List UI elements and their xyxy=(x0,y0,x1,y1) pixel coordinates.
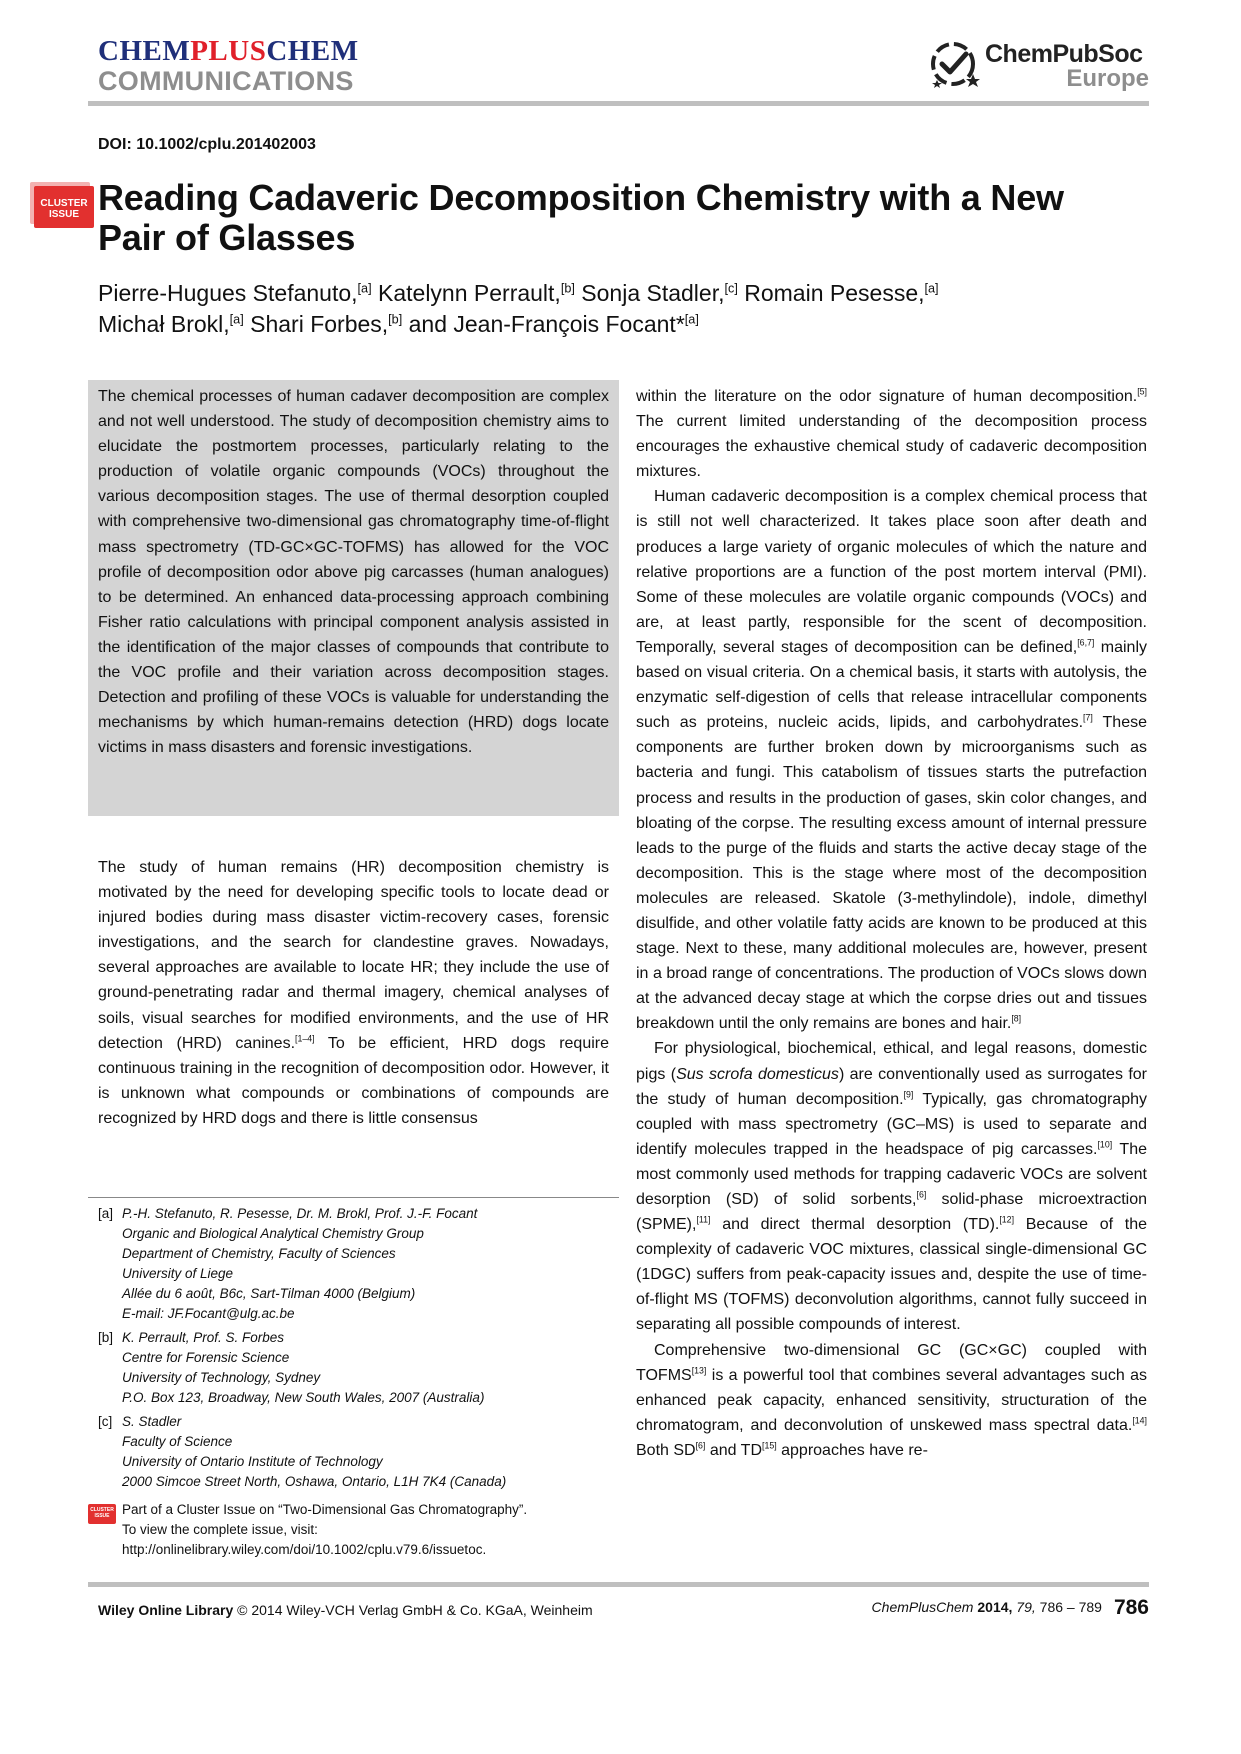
affiliation-line: Department of Chemistry, Faculty of Sciences xyxy=(122,1246,396,1261)
citation-ref: [12] xyxy=(999,1214,1015,1225)
author: Sonja Stadler, xyxy=(581,280,725,306)
author-affiliation: [a] xyxy=(684,312,699,327)
journal-title-part3: CHEM xyxy=(266,35,359,67)
cluster-note-line: To view the complete issue, visit: xyxy=(122,1522,318,1537)
doi: DOI: 10.1002/cplu.201402003 xyxy=(98,136,316,153)
body-text: is a powerful tool that combines several advantages such as enhanced peak capacity, enhanced sensitivity, structuration of the chromatogram, and deconvolution of unskewed mass spectral data. xyxy=(636,1366,1147,1434)
author: Shari Forbes, xyxy=(250,311,389,337)
affiliation-line: Organic and Biological Analytical Chemistry Group xyxy=(122,1226,424,1241)
author: Katelynn Perrault, xyxy=(378,280,561,306)
body-text: These components are further broken down by microorganisms such as bacteria and fungi. This catabolism of tissues starts the putrefaction process and results in the production of gases, skin color changes, and bloating of the corpse. The resulting excess amount of internal pressure leads to the purge of the fluids and starts the active decay stage of the decomposition. This is the stage where most of the decomposition molecules are released. Skatole (3-methylindole), indole, dimethyl disulfide, and other volatile fatty acids are known to be produced at this stage. Next to these, many additional molecules are, however, present in a broad range of concentrations. The production of VOCs slows down at the advanced decay stage at which the corpse dries out and tissues breakdown until the only remains are bones and hair. xyxy=(636,714,1147,1033)
citation-ref: [1–4] xyxy=(295,1033,315,1044)
footer-year: 2014, xyxy=(973,1599,1013,1615)
affiliation-tag: [b] xyxy=(98,1330,114,1345)
copyright: © 2014 Wiley-VCH Verlag GmbH & Co. KGaA, Weinheim xyxy=(233,1602,593,1618)
affiliation-line: Faculty of Science xyxy=(122,1434,233,1449)
citation-ref: [13] xyxy=(691,1365,707,1376)
citation-ref: [6] xyxy=(916,1189,927,1200)
publisher-emblem-icon xyxy=(929,38,981,90)
affiliation-line: University of Technology, Sydney xyxy=(122,1370,321,1385)
body-text: For physiological, biochemical, ethical, and legal reasons, domestic pigs ( xyxy=(636,1040,1147,1083)
body-text: Typically, gas chromatography coupled with mass spectrometry (GC–MS) is used to separate and identify molecules trapped in the headspace of pig carcasses. xyxy=(636,1090,1147,1158)
body-text: Comprehensive two-dimensional GC (GC×GC) coupled with TOFMS xyxy=(636,1341,1147,1384)
affiliation-line: University of Liege xyxy=(122,1266,234,1281)
author-affiliation: [c] xyxy=(724,281,738,296)
body-text: approaches have re- xyxy=(776,1441,928,1459)
author-affiliation: [b] xyxy=(388,312,403,327)
citation-ref: [11] xyxy=(696,1214,711,1225)
cluster-note-line: Part of a Cluster Issue on “Two-Dimensional Gas Chromatography”. xyxy=(122,1502,528,1517)
footer-journal: ChemPlusChem xyxy=(871,1599,974,1615)
body-paragraph xyxy=(636,1036,1147,1337)
journal-title-part2: PLUS xyxy=(190,35,267,67)
body-paragraph xyxy=(98,855,609,1131)
footer-left xyxy=(98,1602,593,1618)
badge-line1: CLUSTER xyxy=(40,198,88,209)
body-text: Because of the complexity of cadaveric VOC mixtures, classical single-dimensional GC (1DGC) suffers from peak-capacity issues and, despite the use of time-of-flight MS (TOFMS) deconvolution algorithms, cannot fully succeed in separating all possible compounds of interest. xyxy=(636,1216,1148,1334)
citation-ref: [5] xyxy=(1137,386,1147,397)
affiliation-a xyxy=(98,1204,619,1324)
affiliation-tag: [c] xyxy=(98,1414,113,1429)
author-affiliation: [a] xyxy=(924,281,939,296)
body-column-left xyxy=(98,855,609,1131)
body-text: Human cadaveric decomposition is a complex chemical process that is still not well characterized. It takes place soon after death and produces a large variety of organic molecules of which the nature and relative proportions are a function of the post mortem interval (PMI). Some of these molecules are volatile organic compounds (VOCs) and are, at least partly, responsible for the scent of decomposition. Temporally, several stages of decomposition can be defined, xyxy=(636,488,1147,656)
author: Pierre-Hugues Stefanuto, xyxy=(98,280,358,306)
affiliation-line: University of Ontario Institute of Technology xyxy=(122,1454,383,1469)
affiliation-line: P.-H. Stefanuto, R. Pesesse, Dr. M. Brokl, Prof. J.-F. Focant xyxy=(122,1206,478,1221)
cluster-issue-link[interactable]: http://onlinelibrary.wiley.com/doi/10.1002/cplu.v79.6/issuetoc. xyxy=(122,1542,487,1557)
badge-line2: ISSUE xyxy=(94,1512,110,1519)
affiliation-rule xyxy=(88,1197,619,1198)
body-paragraph xyxy=(636,484,1147,1036)
author: and Jean-François Focant* xyxy=(408,311,685,337)
citation-ref: [6] xyxy=(695,1440,706,1451)
citation-ref: [14] xyxy=(1132,1415,1147,1426)
body-text: The most commonly used methods for trapping cadaveric VOCs are solvent desorption (SD) of solid sorbents, xyxy=(636,1140,1147,1208)
badge-line2: ISSUE xyxy=(48,209,79,220)
citation-ref: [10] xyxy=(1097,1139,1113,1150)
citation-ref: [8] xyxy=(1011,1014,1022,1025)
page-number: 786 xyxy=(1113,1596,1149,1619)
body-column-right xyxy=(636,384,1147,1463)
affiliation-b xyxy=(98,1328,619,1408)
citation-ref: [15] xyxy=(762,1440,777,1451)
journal-title-part1: CHEM xyxy=(98,35,191,67)
author-affiliation: [a] xyxy=(229,312,244,327)
citation-ref: [9] xyxy=(903,1089,914,1100)
affiliations xyxy=(98,1204,619,1496)
author-list xyxy=(98,278,1128,340)
body-text: The current limited understanding of the decomposition process encourages the exhaustive chemical study of cadaveric decomposition mixtures. xyxy=(636,413,1147,481)
cluster-note xyxy=(98,1500,619,1560)
body-text: within the literature on the odor signature of human decomposition. xyxy=(636,388,1138,405)
affiliation-line: Centre for Forensic Science xyxy=(122,1350,290,1365)
affiliation-c xyxy=(98,1412,619,1492)
abstract-text: The chemical processes of human cadaver decomposition are complex and not well understood. The study of decomposition chemistry aims to elucidate the postmortem processes, particularly relating to the production of volatile organic compounds (VOCs) throughout the various decomposition stages. The use of thermal desorption coupled with comprehensive two-dimensional gas chromatography time-of-flight mass spectrometry (TD-GC×GC-TOFMS) has allowed for the VOC profile of decomposition odor above pig carcasses (human analogues) to be determined. An enhanced data-processing approach combining Fisher ratio calculations with principal component analysis assisted in the identification of the major classes of compounds that contribute to the VOC profile and their variation across decomposition stages. Detection and profiling of these VOCs is valuable for understanding the mechanisms by which human-remains detection (HRD) dogs locate victims in mass disasters and forensic investigations. xyxy=(98,388,609,757)
wiley-library-link[interactable]: Wiley Online Library xyxy=(98,1602,234,1618)
body-text: solid-phase microextraction (SPME), xyxy=(636,1191,1147,1234)
affiliation-line: Allée du 6 août, B6c, Sart-Tilman 4000 (Belgium) xyxy=(122,1286,416,1301)
affiliation-line: P.O. Box 123, Broadway, New South Wales, 2007 (Australia) xyxy=(122,1390,485,1405)
footer-pages: 786 – 789 xyxy=(1035,1599,1102,1615)
body-text: mainly based on visual criteria. On a chemical basis, it starts with autolysis, the enzymatic self-digestion of cells that release intracellular components such as proteins, nucleic acids, lipids, and carbohydrates. xyxy=(636,638,1147,732)
citation-ref: [7] xyxy=(1083,712,1093,723)
body-text: Both SD xyxy=(636,1441,696,1459)
author-affiliation: [a] xyxy=(357,281,372,296)
footer-volume: 79, xyxy=(1012,1599,1036,1615)
journal-title xyxy=(98,36,359,66)
badge-line1: CLUSTER xyxy=(90,1507,114,1513)
affiliation-line: 2000 Simcoe Street North, Oshawa, Ontario, L1H 7K4 (Canada) xyxy=(122,1474,507,1489)
cluster-issue-badge xyxy=(34,186,94,228)
author: Romain Pesesse, xyxy=(744,280,925,306)
body-text: and TD xyxy=(705,1441,762,1459)
author: Michał Brokl, xyxy=(98,311,230,337)
body-text: and direct thermal desorption (TD). xyxy=(710,1216,1000,1234)
affiliation-line: K. Perrault, Prof. S. Forbes xyxy=(122,1330,285,1345)
footer-citation xyxy=(872,1596,1149,1620)
citation-ref: [6,7] xyxy=(1077,637,1095,648)
header-rule xyxy=(88,101,1149,106)
affiliation-tag: [a] xyxy=(98,1206,114,1221)
publisher-name: ChemPubSoc xyxy=(985,40,1143,68)
affiliation-line: S. Stadler xyxy=(122,1414,182,1429)
species-name: Sus scrofa domesticus xyxy=(676,1065,839,1083)
section-label: COMMUNICATIONS xyxy=(98,66,354,96)
body-text: ) are conventionally used as surrogates for the study of human decomposition. xyxy=(636,1065,1148,1108)
body-paragraph xyxy=(636,1338,1147,1463)
affiliation-email[interactable]: E-mail: JF.Focant@ulg.ac.be xyxy=(122,1306,295,1321)
body-text: The study of human remains (HR) decomposition chemistry is motivated by the need for developing specific tools to locate dead or injured bodies during mass disaster victim-recovery cases, forensic investigations, and the search for clandestine graves. Nowadays, several approaches are available to locate HR; they include the use of ground-penetrating radar and thermal imagery, chemical analyses of soils, visual searches for modified environments, and the use of HR detection (HRD) canines. xyxy=(98,859,609,1052)
article-title: Reading Cadaveric Decomposition Chemistry with a New Pair of Glasses xyxy=(98,177,1064,258)
body-text: To be efficient, HRD dogs require continuous training in the recognition of decomposition odor. However, it is unknown what compounds or combinations of compounds are recognized by HRD dogs and there is little consensus xyxy=(98,1034,609,1127)
publisher-region: Europe xyxy=(1066,65,1149,92)
author-affiliation: [b] xyxy=(560,281,575,296)
body-paragraph xyxy=(636,384,1147,484)
footer-rule xyxy=(88,1582,1149,1587)
publisher-logo xyxy=(929,38,1149,94)
